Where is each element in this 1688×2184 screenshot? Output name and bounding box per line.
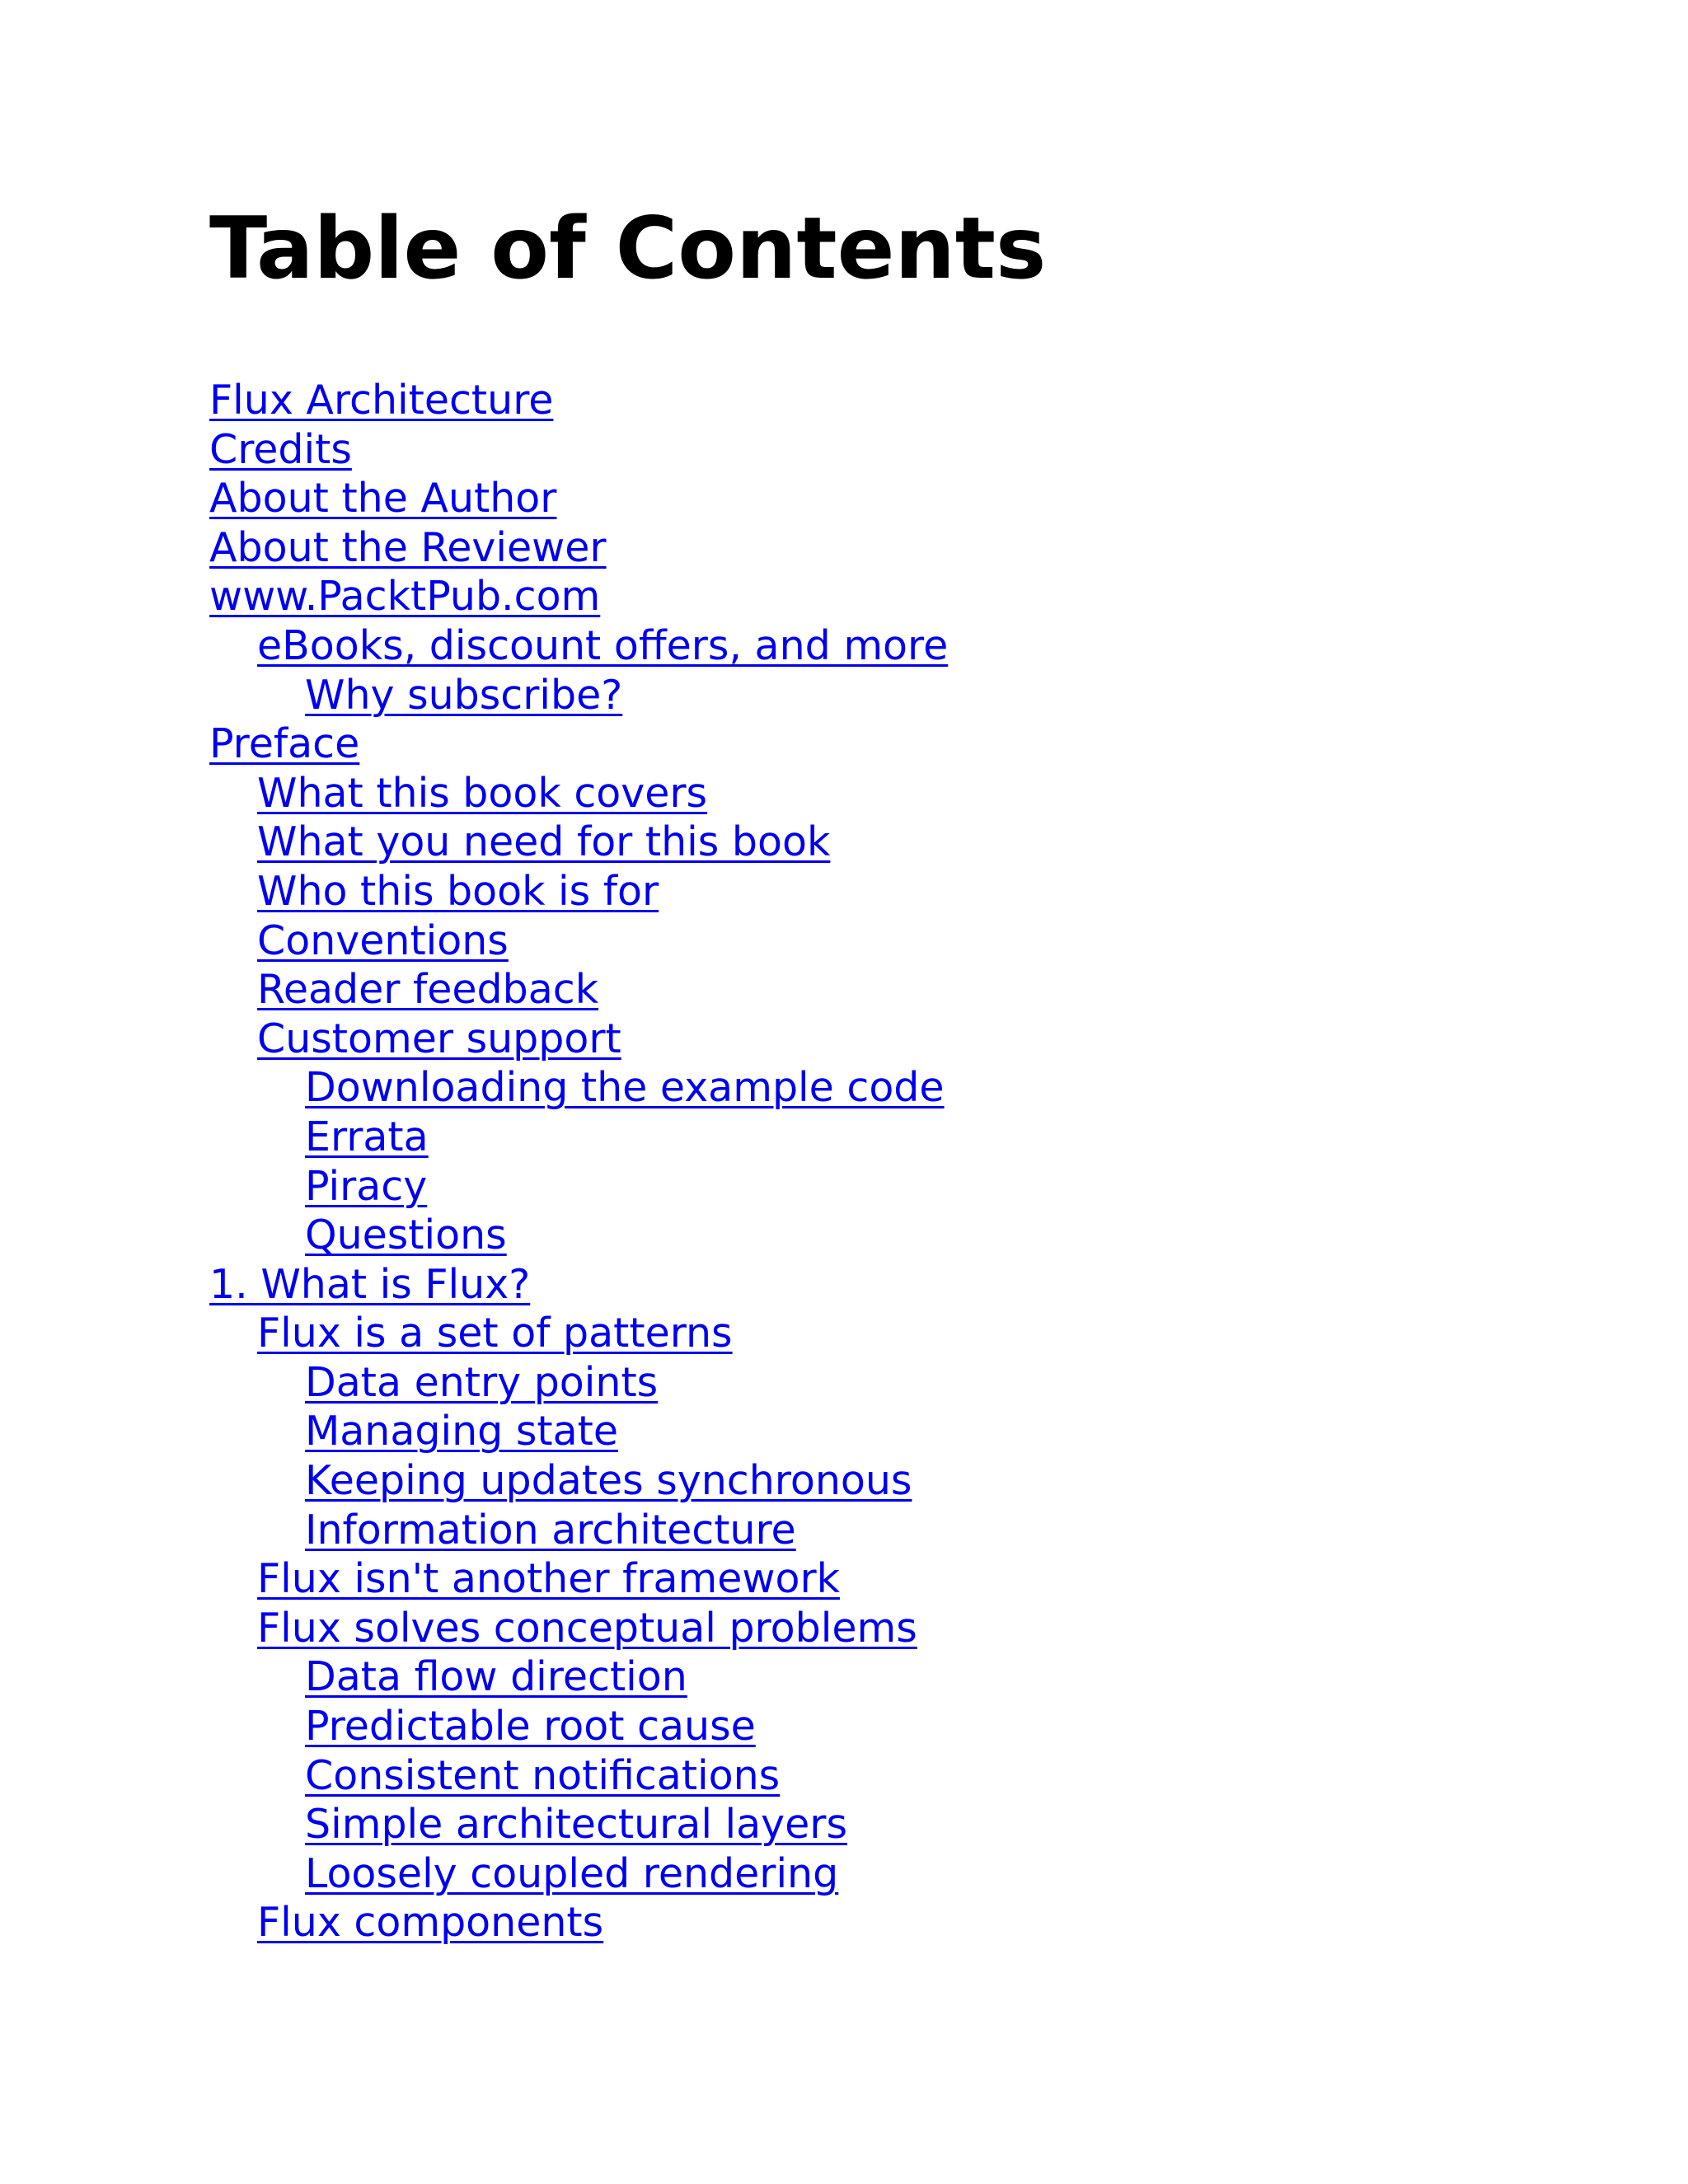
toc-link[interactable]: Keeping updates synchronous [305,1457,912,1505]
toc-entry [209,1358,948,1408]
toc-list [209,376,948,1947]
toc-entry [209,621,948,671]
toc-link[interactable]: Loosely coupled rendering [305,1849,839,1897]
toc-link[interactable]: Piracy [305,1162,428,1210]
toc-link[interactable]: About the Author [209,475,557,523]
toc-entry [209,425,948,475]
toc-link[interactable]: Flux is a set of patterns [257,1310,733,1357]
toc-entry [209,1260,948,1310]
toc-link[interactable]: Downloading the example code [305,1064,945,1112]
toc-entry [209,818,948,867]
toc-link[interactable]: Information architecture [305,1506,796,1554]
toc-entry [209,523,948,573]
toc-entry [209,474,948,523]
toc-entry [209,1407,948,1456]
toc-link[interactable]: Errata [305,1113,429,1160]
toc-entry [209,965,948,1015]
toc-link[interactable]: What this book covers [257,769,708,817]
toc-entry [209,1751,948,1801]
toc-link[interactable]: What you need for this book [257,818,831,866]
toc-link[interactable]: eBooks, discount offers, and more [257,621,949,669]
toc-entry [209,1604,948,1653]
toc-entry [209,867,948,916]
toc-link[interactable]: Predictable root cause [305,1703,756,1750]
toc-link[interactable]: Conventions [257,916,509,964]
toc-link[interactable]: www.PacktPub.com [209,573,601,621]
toc-entry [209,1063,948,1113]
toc-link[interactable]: Flux isn't another framework [257,1555,840,1603]
toc-link[interactable]: Preface [209,720,360,768]
toc-entry [209,1898,948,1947]
toc-entry [209,1309,948,1358]
toc-link[interactable]: Flux solves conceptual problems [257,1604,917,1652]
toc-entry [209,1652,948,1702]
toc-entry [209,1800,948,1849]
toc-link[interactable]: Who this book is for [257,867,659,915]
toc-entry [209,1162,948,1212]
toc-link[interactable]: Simple architectural layers [305,1801,847,1849]
toc-link[interactable]: Data entry points [305,1358,659,1406]
toc-entry [209,1015,948,1064]
toc-entry [209,1456,948,1506]
toc-link[interactable]: Reader feedback [257,966,599,1014]
toc-link[interactable]: Customer support [257,1015,621,1062]
toc-entry [209,719,948,769]
toc-link[interactable]: Managing state [305,1408,618,1455]
toc-link[interactable]: Flux Architecture [209,377,554,424]
toc-link[interactable]: 1. What is Flux? [209,1260,531,1308]
toc-link[interactable]: Credits [209,425,352,473]
toc-link[interactable]: Data flow direction [305,1653,687,1701]
toc-entry [209,769,948,818]
page-title: Table of Contents [209,199,1047,298]
toc-link[interactable]: Flux components [257,1899,604,1947]
toc-entry [209,1702,948,1751]
toc-entry [209,916,948,966]
toc-entry [209,1211,948,1260]
toc-entry [209,1849,948,1899]
toc-entry [209,1554,948,1604]
toc-link[interactable]: About the Reviewer [209,523,607,571]
toc-link[interactable]: Consistent notifications [305,1751,781,1799]
toc-entry [209,1506,948,1555]
toc-entry [209,376,948,425]
toc-entry [209,572,948,621]
toc-link[interactable]: Why subscribe? [305,671,623,719]
toc-entry [209,671,948,720]
toc-link[interactable]: Questions [305,1212,507,1259]
toc-entry [209,1113,948,1162]
